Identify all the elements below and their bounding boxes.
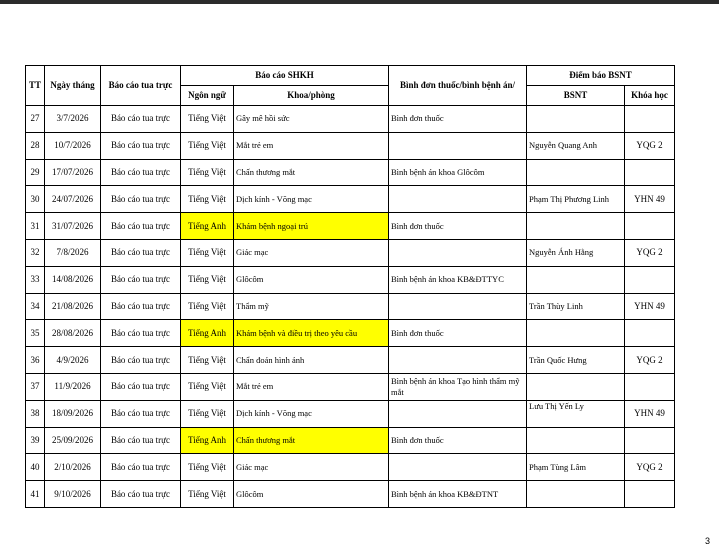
cell-report-type: Báo cáo tua trực <box>101 373 181 400</box>
cell-language: Tiếng Việt <box>181 373 234 400</box>
cell-review <box>389 186 527 213</box>
cell-tt: 40 <box>26 454 45 481</box>
cell-bsnt: Nguyễn Ánh Hằng <box>527 239 625 266</box>
cell-course: YHN 49 <box>625 293 675 320</box>
table-row <box>26 186 675 213</box>
table-row <box>26 347 675 374</box>
cell-course <box>625 266 675 293</box>
header-report-type: Báo cáo tua trực <box>101 66 181 106</box>
cell-date: 14/08/2026 <box>45 266 101 293</box>
page-number: 3 <box>704 536 710 546</box>
header-shkh: Báo cáo SHKH <box>181 66 389 86</box>
cell-bsnt <box>527 266 625 293</box>
table-row <box>26 159 675 186</box>
cell-date: 28/08/2026 <box>45 320 101 347</box>
cell-course <box>625 159 675 186</box>
table-row <box>26 320 675 347</box>
cell-bsnt: Trần Quốc Hưng <box>527 347 625 374</box>
cell-review: Bình đơn thuốc <box>389 320 527 347</box>
cell-language: Tiếng Việt <box>181 106 234 133</box>
schedule-table <box>25 65 675 508</box>
header-tt: TT <box>26 66 45 106</box>
cell-review: Bình đơn thuốc <box>389 106 527 133</box>
cell-review <box>389 132 527 159</box>
cell-date: 9/10/2026 <box>45 481 101 508</box>
cell-bsnt: Lưu Thị Yến Ly <box>527 400 625 427</box>
header-language: Ngôn ngữ <box>181 86 234 106</box>
cell-date: 25/09/2026 <box>45 427 101 454</box>
cell-tt: 37 <box>26 373 45 400</box>
cell-bsnt: Nguyễn Quang Anh <box>527 132 625 159</box>
cell-bsnt <box>527 320 625 347</box>
table-row <box>26 213 675 240</box>
table-row <box>26 132 675 159</box>
cell-tt: 33 <box>26 266 45 293</box>
cell-date: 18/09/2026 <box>45 400 101 427</box>
cell-department: Thẩm mỹ <box>234 293 389 320</box>
cell-report-type: Báo cáo tua trực <box>101 266 181 293</box>
cell-tt: 29 <box>26 159 45 186</box>
cell-tt: 38 <box>26 400 45 427</box>
table-header <box>26 66 675 106</box>
cell-date: 11/9/2026 <box>45 373 101 400</box>
cell-bsnt <box>527 213 625 240</box>
table-row <box>26 454 675 481</box>
cell-course: YQG 2 <box>625 454 675 481</box>
cell-report-type: Báo cáo tua trực <box>101 132 181 159</box>
cell-tt: 41 <box>26 481 45 508</box>
cell-bsnt <box>527 373 625 400</box>
cell-review: Bình bệnh án khoa Tạo hình thẩm mỹ mắt <box>389 373 527 400</box>
cell-date: 17/07/2026 <box>45 159 101 186</box>
cell-date: 24/07/2026 <box>45 186 101 213</box>
cell-course: YHN 49 <box>625 400 675 427</box>
cell-review: Bình bệnh án khoa KB&ĐTNT <box>389 481 527 508</box>
cell-course: YQG 2 <box>625 347 675 374</box>
viewer-top-bar <box>0 0 719 4</box>
cell-department: Chấn thương mắt <box>234 427 389 454</box>
cell-review <box>389 347 527 374</box>
cell-department: Mắt trẻ em <box>234 132 389 159</box>
table-row <box>26 106 675 133</box>
cell-report-type: Báo cáo tua trực <box>101 293 181 320</box>
cell-tt: 28 <box>26 132 45 159</box>
cell-course <box>625 320 675 347</box>
cell-review <box>389 400 527 427</box>
cell-review <box>389 454 527 481</box>
cell-tt: 32 <box>26 239 45 266</box>
cell-date: 31/07/2026 <box>45 213 101 240</box>
cell-language: Tiếng Việt <box>181 481 234 508</box>
cell-tt: 30 <box>26 186 45 213</box>
cell-report-type: Báo cáo tua trực <box>101 427 181 454</box>
table-body <box>26 106 675 508</box>
cell-bsnt <box>527 427 625 454</box>
cell-language: Tiếng Việt <box>181 293 234 320</box>
cell-report-type: Báo cáo tua trực <box>101 400 181 427</box>
cell-date: 10/7/2026 <box>45 132 101 159</box>
cell-date: 3/7/2026 <box>45 106 101 133</box>
cell-language: Tiếng Việt <box>181 266 234 293</box>
cell-department: Mắt trẻ em <box>234 373 389 400</box>
header-review: Bình đơn thuốc/bình bệnh án/ <box>389 66 527 106</box>
cell-language: Tiếng Việt <box>181 186 234 213</box>
header-course: Khóa học <box>625 86 675 106</box>
cell-department: Chẩn đoán hình ảnh <box>234 347 389 374</box>
cell-tt: 34 <box>26 293 45 320</box>
cell-department: Dịch kính - Võng mạc <box>234 186 389 213</box>
cell-course <box>625 427 675 454</box>
table-row <box>26 400 675 427</box>
cell-department: Chấn thương mắt <box>234 159 389 186</box>
cell-bsnt: Trần Thùy Linh <box>527 293 625 320</box>
cell-tt: 39 <box>26 427 45 454</box>
cell-bsnt: Phạm Thị Phương Linh <box>527 186 625 213</box>
table-row <box>26 427 675 454</box>
cell-review <box>389 239 527 266</box>
cell-date: 21/08/2026 <box>45 293 101 320</box>
cell-department: Khám bệnh ngoại trú <box>234 213 389 240</box>
cell-course: YQG 2 <box>625 239 675 266</box>
cell-course <box>625 106 675 133</box>
cell-report-type: Báo cáo tua trực <box>101 213 181 240</box>
cell-date: 7/8/2026 <box>45 239 101 266</box>
cell-date: 4/9/2026 <box>45 347 101 374</box>
cell-department: Khám bệnh và điều trị theo yêu cầu <box>234 320 389 347</box>
cell-report-type: Báo cáo tua trực <box>101 454 181 481</box>
cell-review <box>389 293 527 320</box>
cell-course <box>625 373 675 400</box>
header-date: Ngày tháng <box>45 66 101 106</box>
cell-language: Tiếng Việt <box>181 400 234 427</box>
cell-report-type: Báo cáo tua trực <box>101 481 181 508</box>
cell-review: Bình bệnh án khoa Glôcôm <box>389 159 527 186</box>
cell-course: YHN 49 <box>625 186 675 213</box>
cell-report-type: Báo cáo tua trực <box>101 239 181 266</box>
cell-bsnt <box>527 159 625 186</box>
cell-language: Tiếng Việt <box>181 132 234 159</box>
cell-department: Dịch kính - Võng mạc <box>234 400 389 427</box>
header-department: Khoa/phòng <box>234 86 389 106</box>
cell-language: Tiếng Việt <box>181 454 234 481</box>
cell-department: Glôcôm <box>234 481 389 508</box>
cell-department: Gây mê hồi sức <box>234 106 389 133</box>
cell-department: Giác mạc <box>234 454 389 481</box>
cell-bsnt <box>527 106 625 133</box>
cell-language: Tiếng Việt <box>181 347 234 374</box>
table-row <box>26 373 675 400</box>
cell-tt: 31 <box>26 213 45 240</box>
cell-report-type: Báo cáo tua trực <box>101 106 181 133</box>
cell-review: Bình bệnh án khoa KB&ĐTTYC <box>389 266 527 293</box>
table-row <box>26 239 675 266</box>
cell-report-type: Báo cáo tua trực <box>101 159 181 186</box>
cell-bsnt <box>527 481 625 508</box>
cell-course <box>625 213 675 240</box>
cell-date: 2/10/2026 <box>45 454 101 481</box>
cell-report-type: Báo cáo tua trực <box>101 320 181 347</box>
cell-language: Tiếng Việt <box>181 239 234 266</box>
table-row <box>26 481 675 508</box>
cell-report-type: Báo cáo tua trực <box>101 347 181 374</box>
cell-bsnt: Phạm Tùng Lâm <box>527 454 625 481</box>
cell-course: YQG 2 <box>625 132 675 159</box>
cell-tt: 27 <box>26 106 45 133</box>
header-bsnt: BSNT <box>527 86 625 106</box>
cell-department: Glôcôm <box>234 266 389 293</box>
cell-language: Tiếng Anh <box>181 427 234 454</box>
cell-tt: 36 <box>26 347 45 374</box>
header-bsnt-group: Điểm báo BSNT <box>527 66 675 86</box>
cell-language: Tiếng Anh <box>181 320 234 347</box>
table-row <box>26 293 675 320</box>
cell-review: Bình đơn thuốc <box>389 213 527 240</box>
cell-language: Tiếng Việt <box>181 159 234 186</box>
cell-report-type: Báo cáo tua trực <box>101 186 181 213</box>
table-row <box>26 266 675 293</box>
cell-tt: 35 <box>26 320 45 347</box>
cell-review: Bình đơn thuốc <box>389 427 527 454</box>
cell-department: Giác mạc <box>234 239 389 266</box>
cell-course <box>625 481 675 508</box>
cell-language: Tiếng Anh <box>181 213 234 240</box>
